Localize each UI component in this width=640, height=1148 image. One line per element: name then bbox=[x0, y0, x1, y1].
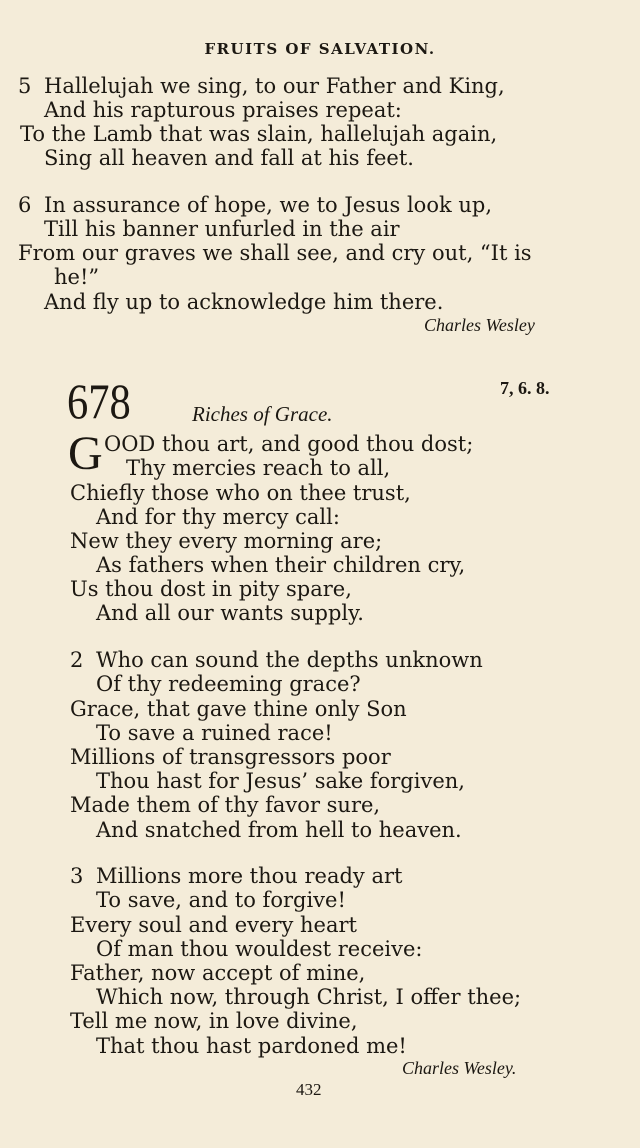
verse-line: OOD thou art, and good thou dost; bbox=[104, 432, 474, 456]
verse-line: Millions of transgressors poor bbox=[70, 745, 391, 769]
verse-line: Millions more thou ready art bbox=[96, 864, 403, 888]
verse-line: he!” bbox=[54, 265, 100, 289]
verse-line: And all our wants supply. bbox=[96, 601, 364, 625]
verse-number: 3 bbox=[70, 864, 84, 888]
page-number: 432 bbox=[296, 1080, 322, 1099]
verse-line: Made them of thy favor sure, bbox=[70, 793, 381, 817]
page-header: FRUITS OF SALVATION. bbox=[204, 40, 436, 58]
verse-line: To the Lamb that was slain, hallelujah again, bbox=[20, 122, 498, 146]
verse-line: Thy mercies reach to all, bbox=[126, 456, 391, 480]
verse-line: Hallelujah we sing, to our Father and King, bbox=[44, 74, 505, 98]
verse-line: Till his banner unfurled in the air bbox=[44, 217, 400, 241]
hymn-author: Charles Wesley. bbox=[402, 1058, 517, 1078]
verse-line: Thou hast for Jesus’ sake forgiven, bbox=[96, 769, 465, 793]
verse-line: Chiefly those who on thee trust, bbox=[70, 481, 411, 505]
verse-number: 5 bbox=[18, 74, 32, 98]
verse-line: Who can sound the depths unknown bbox=[96, 648, 483, 672]
verse-number: 6 bbox=[18, 193, 32, 217]
verse-line: That thou hast pardoned me! bbox=[96, 1034, 407, 1058]
verse-line: From our graves we shall see, and cry out, “It is bbox=[18, 241, 532, 265]
verse-line: Us thou dost in pity spare, bbox=[70, 577, 352, 601]
verse-line: Of man thou wouldest receive: bbox=[96, 937, 423, 961]
verse-line: Of thy redeeming grace? bbox=[96, 672, 361, 696]
drop-cap: G bbox=[68, 427, 103, 480]
verse-line: To save, and to forgive! bbox=[96, 888, 346, 912]
verse-line: Every soul and every heart bbox=[70, 913, 357, 937]
verse-line: As fathers when their children cry, bbox=[96, 553, 466, 577]
verse-line: Which now, through Christ, I offer thee; bbox=[96, 985, 522, 1009]
verse-line: Grace, that gave thine only Son bbox=[70, 697, 407, 721]
prev-hymn-author: Charles Wesley bbox=[424, 315, 535, 335]
verse-line: And his rapturous praises repeat: bbox=[44, 98, 402, 122]
verse-line: And for thy mercy call: bbox=[96, 505, 340, 529]
verse-line: Sing all heaven and fall at his feet. bbox=[44, 146, 414, 170]
hymn-meter: 7, 6. 8. bbox=[500, 378, 550, 398]
verse-line: Tell me now, in love divine, bbox=[70, 1009, 358, 1033]
hymn-title: Riches of Grace. bbox=[192, 402, 333, 426]
verse-line: To save a ruined race! bbox=[96, 721, 333, 745]
verse-line: New they every morning are; bbox=[70, 529, 383, 553]
verse-line: In assurance of hope, we to Jesus look up, bbox=[44, 193, 493, 217]
verse-line: And fly up to acknowledge him there. bbox=[44, 290, 444, 314]
hymn-number: 678 bbox=[67, 373, 131, 429]
verse-line: Father, now accept of mine, bbox=[70, 961, 366, 985]
verse-number: 2 bbox=[70, 648, 84, 672]
verse-line: And snatched from hell to heaven. bbox=[96, 818, 462, 842]
